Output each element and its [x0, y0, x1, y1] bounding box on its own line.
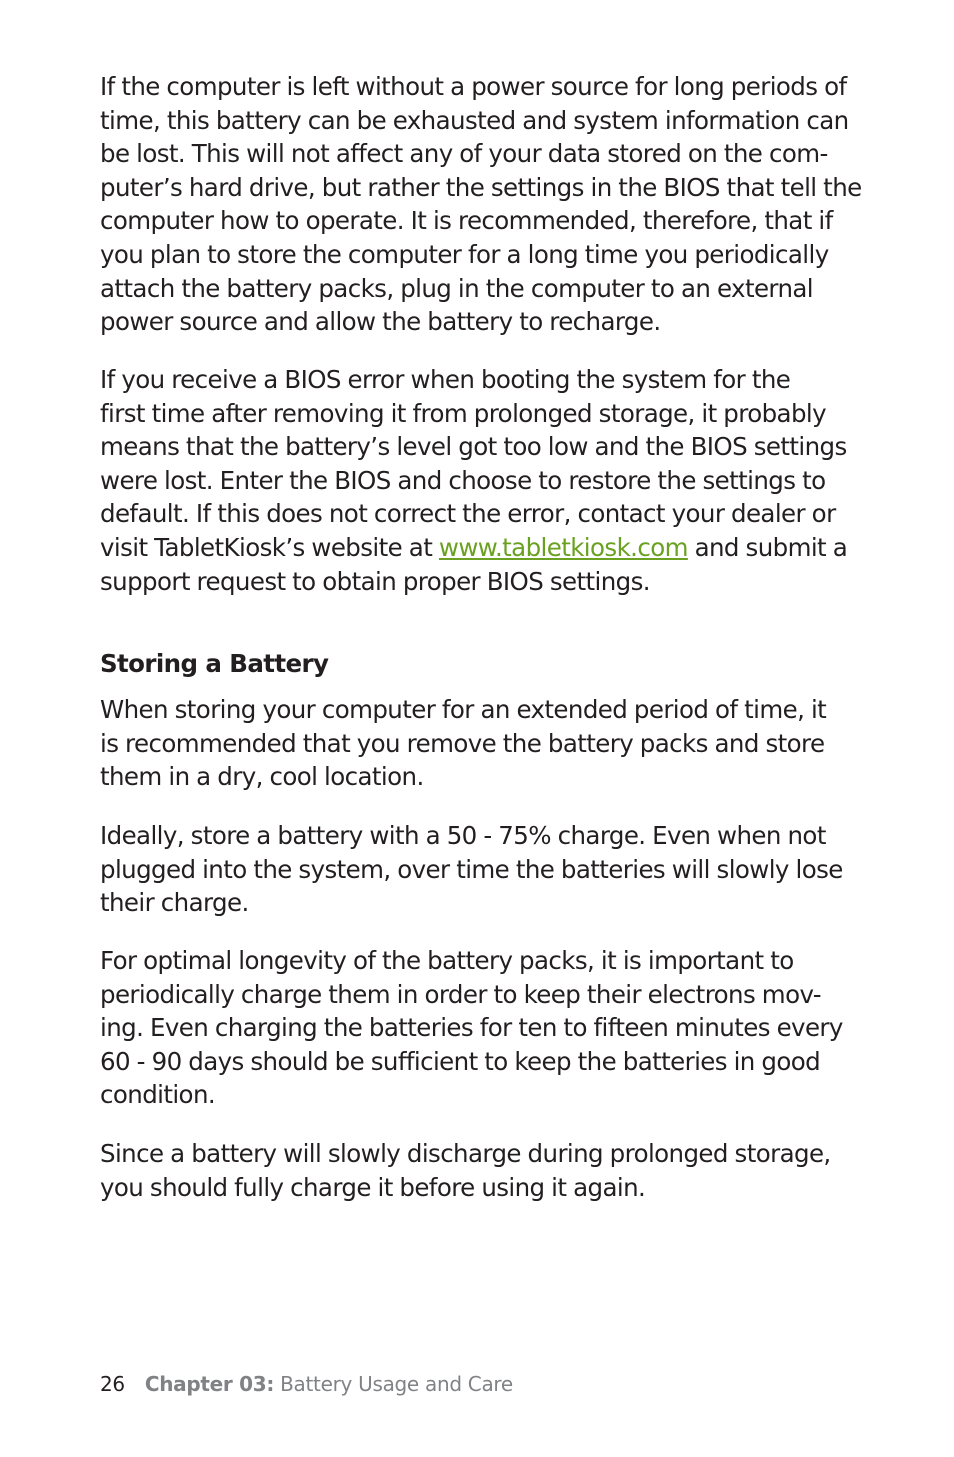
text-line: default. If this does not correct the error, contact your dealer or: [100, 499, 836, 529]
section-heading-storing-battery: Storing a Battery: [100, 649, 329, 678]
chapter-label: Chapter 03:: [144, 1372, 275, 1396]
page-number: 26: [100, 1372, 125, 1396]
text-line: ing. Even charging the batteries for ten to fifteen minutes every: [100, 1013, 843, 1043]
text-line: first time after removing it from prolonged storage, it probably: [100, 398, 827, 428]
text-line: Since a battery will slowly discharge during prolonged storage,: [100, 1139, 831, 1168]
text-line: means that the battery’s level got too low and the BIOS settings: [100, 432, 847, 462]
text-line: is recommended that you remove the battery packs and store: [100, 728, 825, 758]
text-line: puter’s hard drive, but rather the settings in the BIOS that tell the: [100, 172, 862, 202]
text-line: Ideally, store a battery with a 50 - 75% charge. Even when not: [100, 821, 826, 850]
text-line: attach the battery packs, plug in the computer to an external: [100, 273, 814, 303]
text-line: them in a dry, cool location.: [100, 762, 424, 792]
text-line: When storing your computer for an extended period of time, it: [100, 695, 827, 724]
link-prefix-text: visit TabletKiosk’s website at: [100, 532, 439, 562]
text-line: power source and allow the battery to recharge.: [100, 307, 661, 337]
text-line: support request to obtain proper BIOS settings.: [100, 566, 650, 596]
text-line: you plan to store the computer for a long time you periodically: [100, 239, 829, 269]
text-line: condition.: [100, 1080, 216, 1110]
text-line: plugged into the system, over time the batteries will slowly lose: [100, 854, 843, 884]
paragraph-bios-error: [100, 363, 847, 598]
text-line: you should fully charge it before using it again.: [100, 1172, 646, 1202]
paragraph-optimal-longevity: [100, 944, 843, 1112]
page-footer: [100, 1370, 513, 1398]
tabletkiosk-website-link[interactable]: www.tabletkiosk.com: [438, 532, 688, 562]
text-line: If you receive a BIOS error when booting the system for the: [100, 365, 791, 394]
text-line: computer how to operate. It is recommended, therefore, that if: [100, 206, 833, 236]
text-line: time, this battery can be exhausted and system information can: [100, 105, 849, 135]
paragraph-bios-battery-power: [100, 70, 862, 339]
chapter-title: Battery Usage and Care: [274, 1372, 513, 1396]
link-suffix-text: and submit a: [687, 532, 848, 562]
text-line: 60 - 90 days should be sufficient to keep the batteries in good: [100, 1046, 821, 1076]
paragraph-discharge-storage: [100, 1137, 831, 1204]
text-line: their charge.: [100, 888, 249, 918]
paragraph-ideal-charge: [100, 819, 843, 920]
text-line: be lost. This will not affect any of your data stored on the com-: [100, 139, 828, 169]
text-line: were lost. Enter the BIOS and choose to restore the settings to: [100, 465, 826, 495]
paragraph-storing-computer: [100, 693, 826, 794]
text-line: periodically charge them in order to keep their electrons mov-: [100, 979, 821, 1009]
text-line: For optimal longevity of the battery packs, it is important to: [100, 946, 794, 975]
text-line: If the computer is left without a power source for long periods of: [100, 72, 847, 101]
text-line-with-link: [100, 531, 847, 565]
